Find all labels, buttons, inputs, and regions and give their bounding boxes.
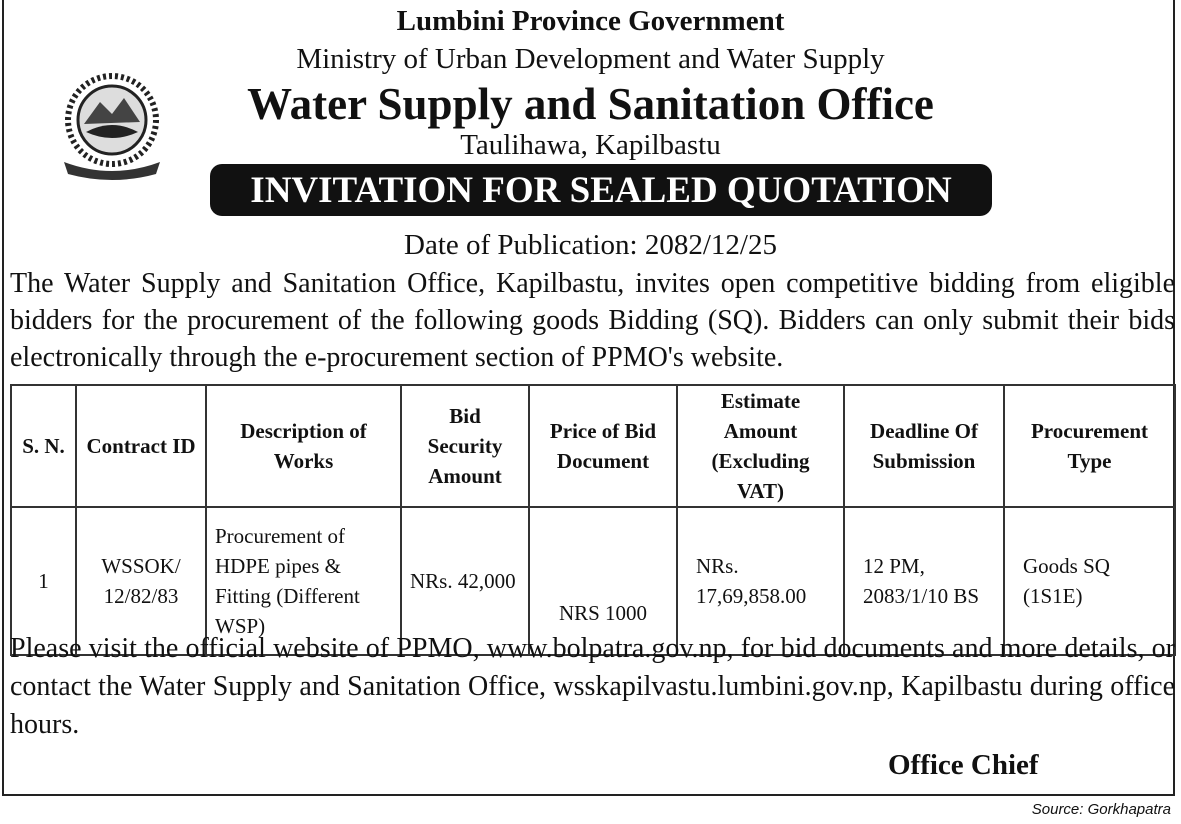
cell-bid-security: NRs. 42,000 <box>401 507 529 655</box>
closing-paragraph: Please visit the official website of PPMO, www.bolpatra.gov.np, for bid documents and more details, or contact the Water Supply and Sanitation Office, wsskapilvastu.lumbini.gov.np, Kapilbastu during office hours. <box>10 633 1175 740</box>
cell-bid-doc-price: NRS 1000 <box>529 507 677 655</box>
notice-banner: INVITATION FOR SEALED QUOTATION <box>210 164 992 216</box>
source-credit: Source: Gorkhapatra <box>1031 801 1171 818</box>
cell-contract-id: WSSOK/ 12/82/83 <box>76 507 206 655</box>
office-name: Water Supply and Sanitation Office <box>247 79 934 129</box>
signature: Office Chief <box>888 749 1039 781</box>
header-cell: Bid Security Amount <box>401 385 529 507</box>
header-cell: S. N. <box>11 385 76 507</box>
header-cell: Deadline Of Submission <box>844 385 1004 507</box>
cell-description: Procurement of HDPE pipes & Fitting (Different WSP) <box>206 507 401 655</box>
government-name: Lumbini Province Government <box>396 5 785 37</box>
cell-deadline: 12 PM, 2083/1/10 BS <box>844 507 1004 655</box>
ministry-name: Ministry of Urban Development and Water Supply <box>296 43 885 75</box>
bid-table <box>10 384 1176 656</box>
intro-paragraph: The Water Supply and Sanitation Office, Kapilbastu, invites open competitive bidding from eligible bidders for the procurement of the following goods Bidding (SQ). Bidders can only submit their bids electronically through the e-procurement section of PPMO's website. <box>10 268 1175 373</box>
cell-estimate: NRs. 17,69,858.00 <box>677 507 844 655</box>
cell-procurement-type: Goods SQ (1S1E) <box>1004 507 1175 655</box>
header-cell: Description of Works <box>206 385 401 507</box>
office-location: Taulihawa, Kapilbastu <box>460 129 721 161</box>
table-header-row <box>11 385 1175 507</box>
cell-sn: 1 <box>11 507 76 655</box>
header-cell: Estimate Amount (Excluding VAT) <box>677 385 844 507</box>
header-cell: Procurement Type <box>1004 385 1175 507</box>
header-cell: Price of Bid Document <box>529 385 677 507</box>
header-cell: Contract ID <box>76 385 206 507</box>
publication-date: Date of Publication: 2082/12/25 <box>404 229 777 261</box>
